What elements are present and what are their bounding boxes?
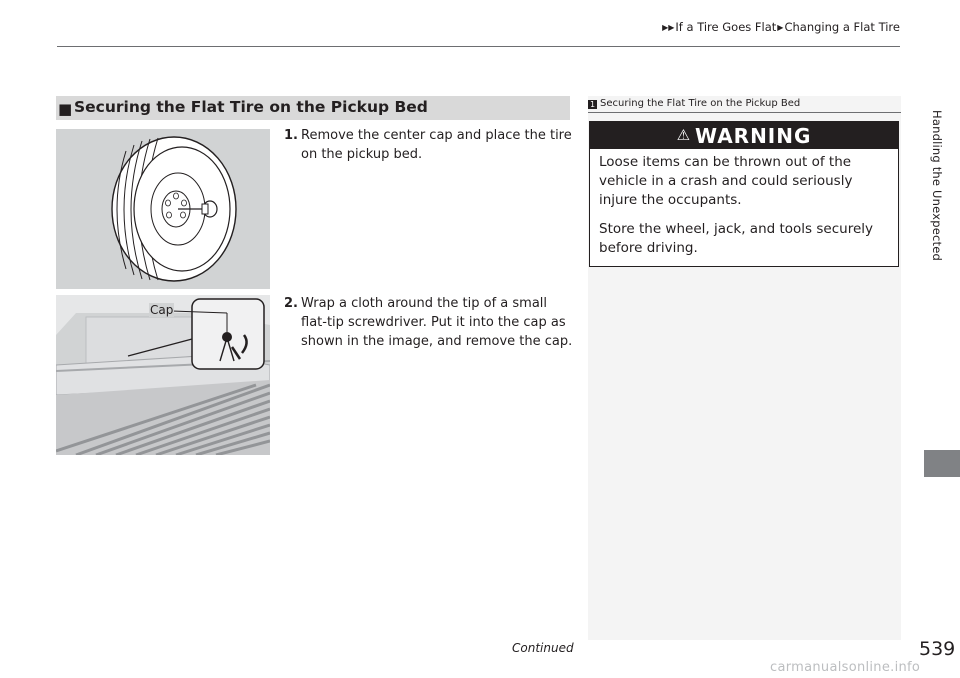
warning-heading: ⚠ WARNING (590, 122, 898, 149)
warning-triangle-icon: ⚠ (676, 125, 692, 144)
chapter-tab-marker[interactable] (924, 450, 960, 477)
note-divider (588, 112, 901, 113)
note-title: 1 Securing the Flat Tire on the Pickup Bed (589, 98, 801, 109)
pickup-bed-illustration (56, 295, 270, 455)
note-ref-icon: 1 (589, 100, 596, 109)
tire-illustration (56, 129, 270, 289)
chapter-tab-label[interactable]: Handling the Unexpected (930, 110, 944, 262)
page-number: 539 (919, 638, 956, 660)
breadcrumb (470, 20, 900, 36)
step-text: Remove the center cap and place the tire on the pickup bed. (301, 128, 572, 162)
step-number: 1. (284, 128, 298, 143)
chevron-right-icon: ▶▶ (662, 23, 675, 32)
watermark: carmanualsonline.info (770, 660, 921, 675)
breadcrumb-level2[interactable]: Changing a Flat Tire (784, 20, 900, 34)
section-heading (56, 96, 570, 120)
cap-label: Cap (150, 303, 174, 317)
warning-box (589, 121, 899, 267)
warning-body (590, 149, 898, 258)
continued-label: Continued (512, 641, 574, 655)
header-divider (57, 46, 900, 47)
warning-paragraph: Store the wheel, jack, and tools securely before driving. (599, 221, 874, 256)
section-marker-icon: ■ (58, 100, 73, 118)
step-number: 2. (284, 296, 298, 311)
section-title: Securing the Flat Tire on the Pickup Bed (74, 98, 428, 116)
chevron-right-icon: ▶ (777, 23, 784, 32)
step-text: Wrap a cloth around the tip of a small flat-tip screwdriver. Put it into the cap as shown in the image, and remove the cap. (301, 296, 573, 349)
step-1 (284, 126, 573, 164)
step-2 (284, 294, 573, 351)
breadcrumb-level1[interactable]: If a Tire Goes Flat (675, 20, 777, 34)
warning-paragraph: Loose items can be thrown out of the vehicle in a crash and could seriously injure the occupants. (599, 154, 853, 208)
